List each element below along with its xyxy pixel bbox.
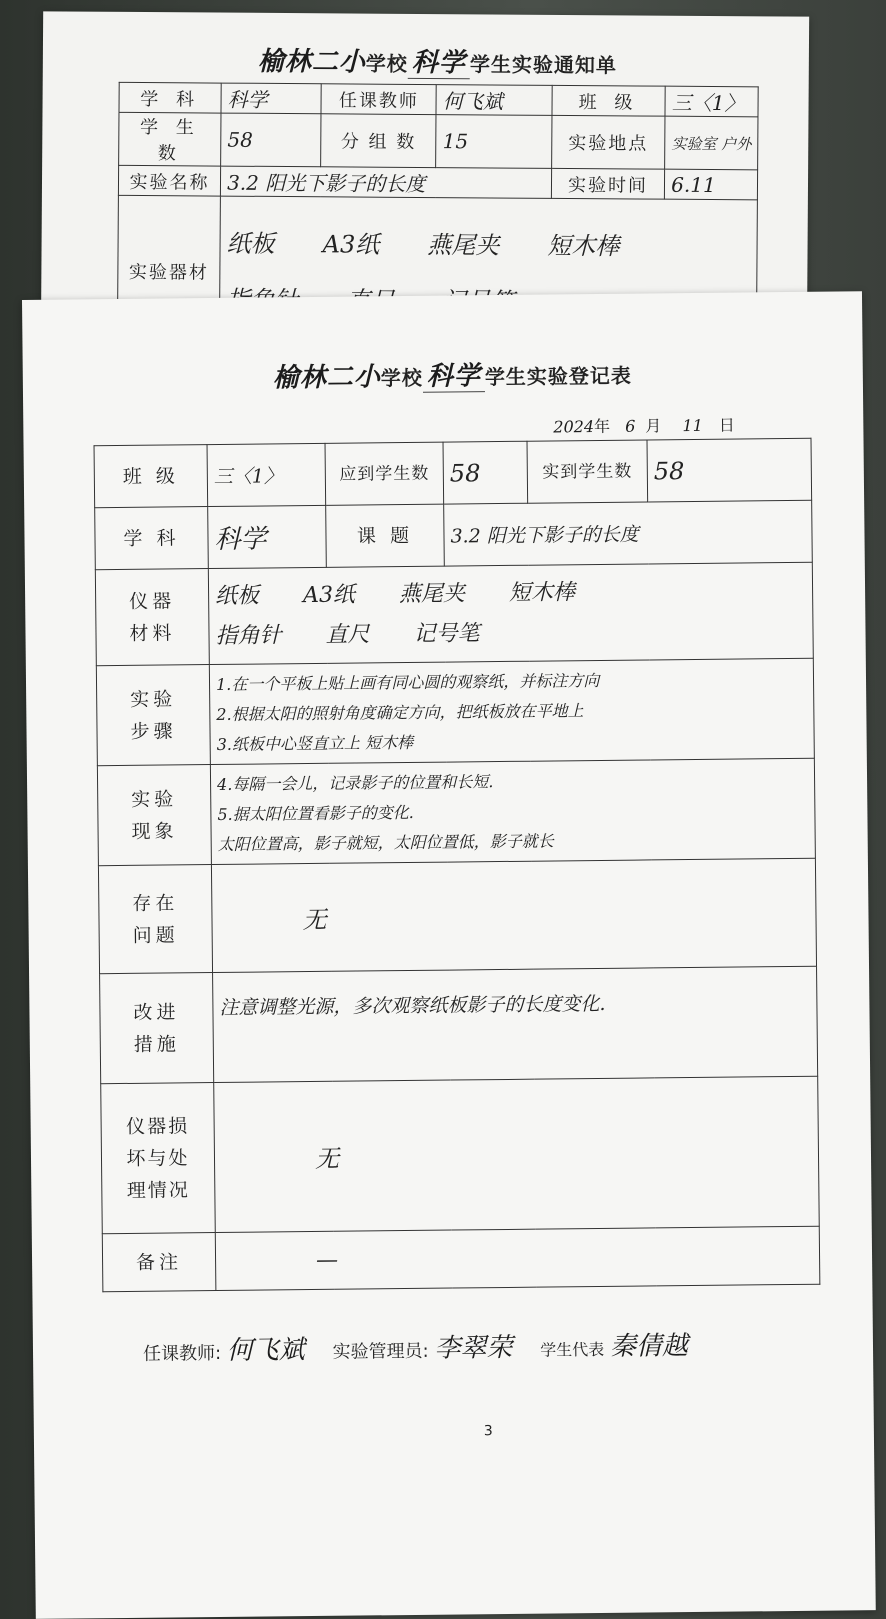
- student-sign-label: 学生代表: [540, 1339, 605, 1360]
- materials-line2: 指角针 直尺 记号笔: [215, 620, 480, 649]
- register-title-subject: 科学: [423, 361, 485, 393]
- register-title-school: 榆林二小: [272, 362, 382, 394]
- steps-line1: 1.在一个平板上贴上画有同心圆的观察纸，并标注方向: [215, 670, 600, 694]
- date-month-unit: 月: [645, 416, 662, 436]
- notice-class-label: 班 级: [552, 85, 666, 116]
- register-damage-value: 无: [214, 1076, 820, 1232]
- register-topic-value: 3.2 阳光下影子的长度: [444, 500, 813, 566]
- register-improve-label: [100, 973, 214, 1084]
- page-number: 3: [483, 1423, 493, 1440]
- materials-label-2: 材料: [129, 621, 176, 645]
- notice-teacher-value: 何飞斌: [436, 85, 552, 116]
- register-notes-value: —: [215, 1226, 820, 1290]
- steps-label-2: 步骤: [130, 719, 177, 743]
- notice-students-label: 学 生 数: [119, 112, 221, 166]
- notice-title-mid: 学校: [365, 51, 408, 76]
- register-steps-value: [209, 658, 814, 764]
- register-damage-label: [101, 1083, 216, 1234]
- admin-signature: 李翠荣: [434, 1332, 513, 1364]
- date-month: 6: [625, 416, 636, 436]
- materials-label-1: 仪器: [129, 589, 176, 613]
- notice-place-label: 实验地点: [551, 115, 665, 169]
- notice-name-label: 实验名称: [118, 165, 220, 196]
- register-sheet: [22, 291, 876, 1619]
- notice-equipment-line1: 纸板 A3纸 燕尾夹 短木棒: [226, 229, 620, 261]
- steps-label-1: 实验: [130, 687, 177, 711]
- date-year-unit: 年: [593, 416, 611, 437]
- notice-equipment-label: 实验器材: [117, 195, 220, 347]
- signature-row: [143, 1325, 688, 1368]
- notice-name-value: 3.2 阳光下影子的长度: [221, 166, 552, 198]
- steps-line2: 2.根据太阳的照射角度确定方向，把纸板放在平地上: [216, 700, 584, 724]
- notice-students-value: 58: [221, 113, 321, 167]
- notice-time-label: 实验时间: [551, 168, 665, 199]
- register-materials-value: [208, 562, 813, 664]
- notice-title: [258, 41, 617, 81]
- phenom-line2: 5.据太阳位置看影子的变化.: [217, 802, 414, 824]
- problems-label-2: 问题: [132, 923, 179, 947]
- improve-label-2: 措施: [133, 1032, 180, 1056]
- notice-title-suffix: 学生实验通知单: [469, 52, 617, 78]
- damage-label-1: 仪器损: [126, 1114, 190, 1138]
- phenom-line1: 4.每隔一会儿，记录影子的位置和长短.: [216, 771, 494, 794]
- notice-subject-value: 科学: [221, 83, 321, 114]
- problems-label-1: 存在: [132, 891, 179, 915]
- phenom-label-2: 现象: [131, 819, 178, 843]
- notice-subject-label: 学 科: [119, 82, 221, 113]
- register-title-mid: 学校: [380, 365, 423, 391]
- register-problems-value: 无: [211, 858, 816, 972]
- register-actual-label: 实到学生数: [527, 440, 648, 503]
- register-actual-value: 58: [647, 438, 812, 502]
- notice-teacher-label: 任课教师: [321, 84, 436, 115]
- register-class-value: 三〈1〉: [207, 443, 326, 506]
- register-problems-label: [98, 865, 212, 974]
- date-day: 11: [682, 415, 703, 436]
- register-subject-label: 学 科: [95, 507, 209, 570]
- register-title: [273, 354, 632, 395]
- notice-title-school: 榆林二小: [257, 46, 366, 78]
- date-day-unit: 日: [718, 415, 735, 435]
- register-title-suffix: 学生实验登记表: [484, 363, 632, 390]
- register-class-label: 班 级: [94, 445, 208, 508]
- steps-line3: 3.纸板中心竖直立上 短木棒: [216, 732, 414, 754]
- register-topic-label: 课 题: [326, 504, 445, 567]
- date-year: 2024: [553, 417, 595, 437]
- register-improve-value: 注意调整光源，多次观察纸板影子的长度变化.: [213, 966, 818, 1082]
- notice-title-subject: 科学: [408, 48, 470, 79]
- phenom-line3: 太阳位置高，影子就短，太阳位置低，影子就长: [217, 830, 554, 854]
- notice-groups-label: 分 组 数: [321, 114, 437, 168]
- register-phenom-label: [97, 765, 211, 866]
- notice-place-value: 实验室 户外: [665, 116, 758, 170]
- admin-sign-label: 实验管理员:: [332, 1340, 429, 1363]
- improve-label-1: 改进: [133, 1000, 180, 1024]
- notice-time-value: 6.11: [665, 169, 758, 200]
- register-expected-label: 应到学生数: [325, 442, 444, 505]
- register-notes-label: 备注: [102, 1233, 216, 1292]
- teacher-signature: 何飞斌: [226, 1335, 305, 1366]
- materials-line1: 纸板 A3纸 燕尾夹 短木棒: [214, 579, 576, 609]
- register-materials-label: [95, 569, 209, 666]
- register-phenom-value: [210, 758, 815, 864]
- damage-label-2: 坏与处: [126, 1146, 190, 1170]
- teacher-sign-label: 任课教师:: [142, 1342, 222, 1365]
- student-signature: 秦倩越: [609, 1331, 689, 1362]
- register-expected-value: 58: [443, 441, 528, 504]
- notice-groups-value: 15: [436, 115, 552, 169]
- register-steps-label: [96, 665, 210, 766]
- notice-class-value: 三〈1〉: [665, 86, 758, 117]
- register-subject-value: 科学: [208, 505, 327, 568]
- damage-label-3: 理情况: [126, 1178, 190, 1202]
- phenom-label-1: 实验: [131, 787, 178, 811]
- register-date: [553, 413, 735, 438]
- register-table: [94, 438, 821, 1292]
